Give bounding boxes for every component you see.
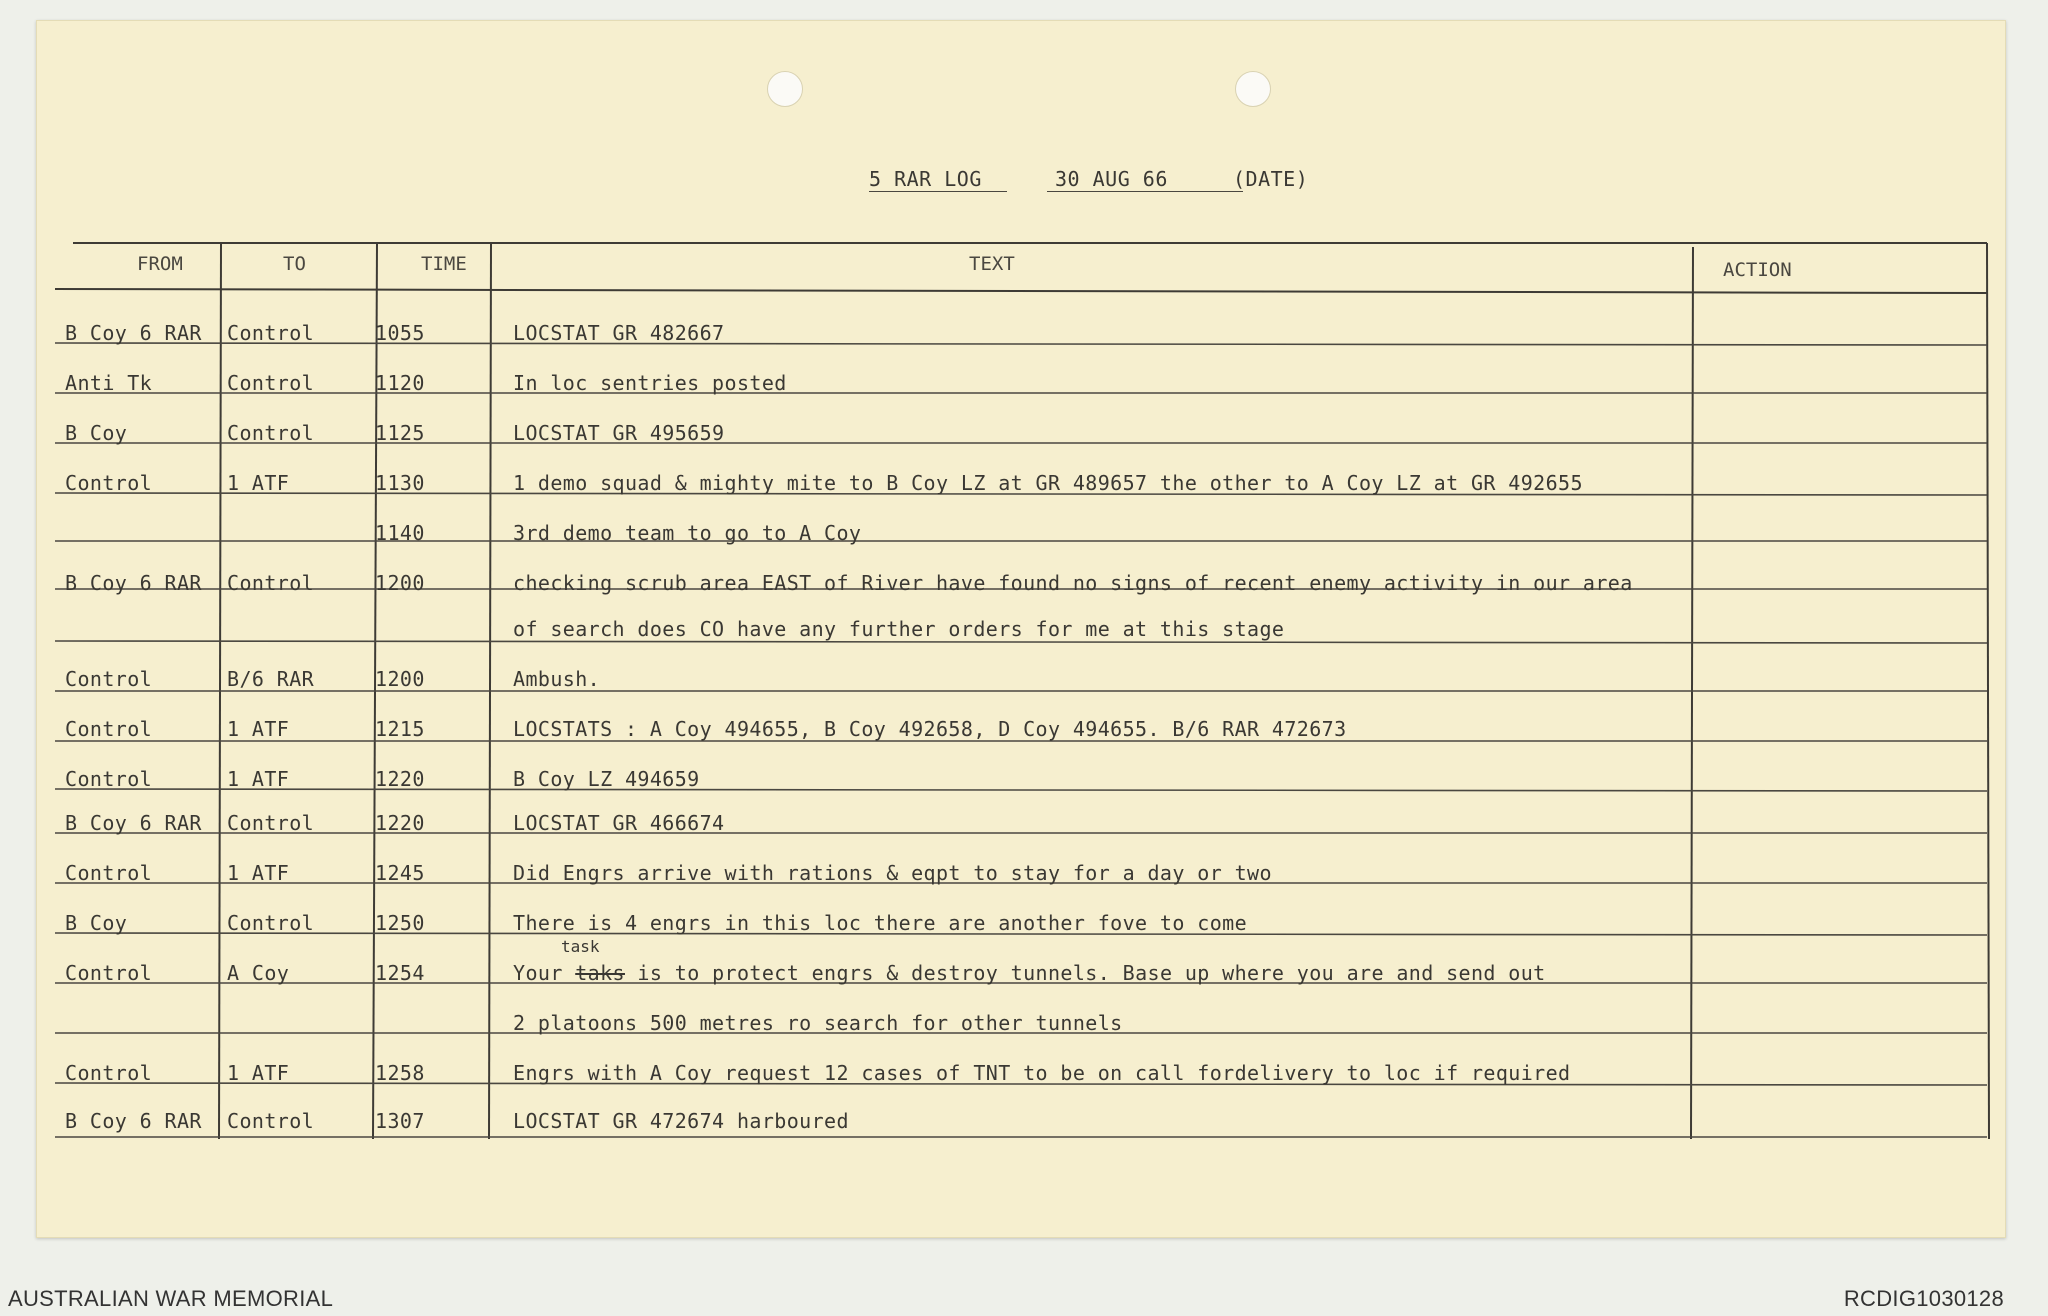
entry-text: 3rd demo team to go to A Coy bbox=[513, 521, 862, 545]
column-header-time: TIME bbox=[421, 253, 467, 275]
entry-time: 1250 bbox=[375, 911, 425, 935]
entry-to: A Coy bbox=[227, 961, 290, 985]
entry-text: There is 4 engrs in this loc there are another fove to come bbox=[513, 911, 1248, 935]
log-date: 30 AUG 66 bbox=[1047, 167, 1243, 192]
entry-from: B Coy 6 RAR bbox=[65, 811, 202, 835]
entry-time: 1258 bbox=[375, 1061, 425, 1085]
entry-text: Ambush. bbox=[513, 667, 601, 691]
log-title: 5 RAR LOG bbox=[869, 167, 1007, 192]
entry-from: Control bbox=[65, 767, 153, 791]
entry-text-struck: taks bbox=[575, 961, 625, 985]
entry-text: 1 demo squad & mighty mite to B Coy LZ at GR 489657 the other to A Coy LZ at GR 492655 bbox=[513, 471, 1583, 495]
entry-text-pre: Your bbox=[513, 961, 576, 985]
entry-to: 1 ATF bbox=[227, 717, 290, 741]
entry-text: LOCSTAT GR 466674 bbox=[513, 811, 725, 835]
footer-record-id: RCDIG1030128 bbox=[1843, 1286, 2004, 1311]
column-header-from: FROM bbox=[137, 253, 183, 275]
entry-time: 1215 bbox=[375, 717, 425, 741]
column-header-to: TO bbox=[283, 253, 306, 275]
entry-text: LOCSTAT GR 495659 bbox=[513, 421, 725, 445]
entry-time: 1220 bbox=[375, 811, 425, 835]
entry-from: B Coy 6 RAR bbox=[65, 1109, 202, 1133]
entry-to: 1 ATF bbox=[227, 767, 290, 791]
footer-institution: AUSTRALIAN WAR MEMORIAL bbox=[8, 1286, 334, 1311]
entry-time: 1130 bbox=[375, 471, 425, 495]
entry-time: 1200 bbox=[375, 571, 425, 595]
entry-text: 2 platoons 500 metres ro search for other tunnels bbox=[513, 1011, 1123, 1035]
entry-text: Engrs with A Coy request 12 cases of TNT to be on call fordelivery to loc if required bbox=[513, 1061, 1571, 1085]
entry-time: 1200 bbox=[375, 667, 425, 691]
entry-text: LOCSTAT GR 482667 bbox=[513, 321, 725, 345]
entry-text: checking scrub area EAST of River have found no signs of recent enemy activity in our area bbox=[513, 571, 1633, 595]
entry-to: Control bbox=[227, 811, 315, 835]
entry-time: 1220 bbox=[375, 767, 425, 791]
entry-to: Control bbox=[227, 571, 315, 595]
log-date-label: (DATE) bbox=[1233, 167, 1309, 191]
entry-to: Control bbox=[227, 321, 315, 345]
entry-text: of search does CO have any further orders for me at this stage bbox=[513, 617, 1285, 641]
entry-from: Control bbox=[65, 471, 153, 495]
header-bottom-rule bbox=[55, 289, 1987, 293]
entry-from: Control bbox=[65, 961, 153, 985]
entry-text: In loc sentries posted bbox=[513, 371, 787, 395]
entry-text-correction: task bbox=[561, 937, 600, 956]
entry-from: B Coy bbox=[65, 421, 128, 445]
entry-text: LOCSTATS : A Coy 494655, B Coy 492658, D Coy 494655. B/6 RAR 472673 bbox=[513, 717, 1347, 741]
entry-text: LOCSTAT GR 472674 harboured bbox=[513, 1109, 849, 1133]
row-rule bbox=[55, 641, 1987, 643]
entry-time: 1140 bbox=[375, 521, 425, 545]
entry-from: Control bbox=[65, 667, 153, 691]
entry-from: B Coy bbox=[65, 911, 128, 935]
table-right-edge bbox=[1987, 243, 1989, 1139]
entry-from: Control bbox=[65, 1061, 153, 1085]
entry-to: B/6 RAR bbox=[227, 667, 315, 691]
entry-time: 1307 bbox=[375, 1109, 425, 1133]
entry-time: 1125 bbox=[375, 421, 425, 445]
entry-to: 1 ATF bbox=[227, 1061, 290, 1085]
entry-to: Control bbox=[227, 421, 315, 445]
entry-to: Control bbox=[227, 911, 315, 935]
entry-text-post: is to protect engrs & destroy tunnels. Base up where you are and send out bbox=[624, 961, 1546, 985]
entry-time: 1245 bbox=[375, 861, 425, 885]
row-rule bbox=[55, 343, 1987, 345]
entry-from: Control bbox=[65, 861, 153, 885]
entry-text: Did Engrs arrive with rations & eqpt to stay for a day or two bbox=[513, 861, 1272, 885]
entry-to: 1 ATF bbox=[227, 861, 290, 885]
col-divider-text-action bbox=[1691, 247, 1693, 1139]
column-header-text: TEXT bbox=[969, 253, 1015, 275]
entry-from: Anti Tk bbox=[65, 371, 153, 395]
entry-time: 1055 bbox=[375, 321, 425, 345]
entry-to: Control bbox=[227, 1109, 315, 1133]
entry-time: 1254 bbox=[375, 961, 425, 985]
entry-text: B Coy LZ 494659 bbox=[513, 767, 700, 791]
row-rule bbox=[55, 789, 1987, 791]
entry-to: Control bbox=[227, 371, 315, 395]
entry-time: 1120 bbox=[375, 371, 425, 395]
entry-to: 1 ATF bbox=[227, 471, 290, 495]
log-sheet bbox=[36, 20, 2006, 1238]
entry-from: Control bbox=[65, 717, 153, 741]
entry-text bbox=[513, 961, 1546, 985]
column-header-action: ACTION bbox=[1723, 259, 1792, 281]
entry-from: B Coy 6 RAR bbox=[65, 571, 202, 595]
entry-from: B Coy 6 RAR bbox=[65, 321, 202, 345]
